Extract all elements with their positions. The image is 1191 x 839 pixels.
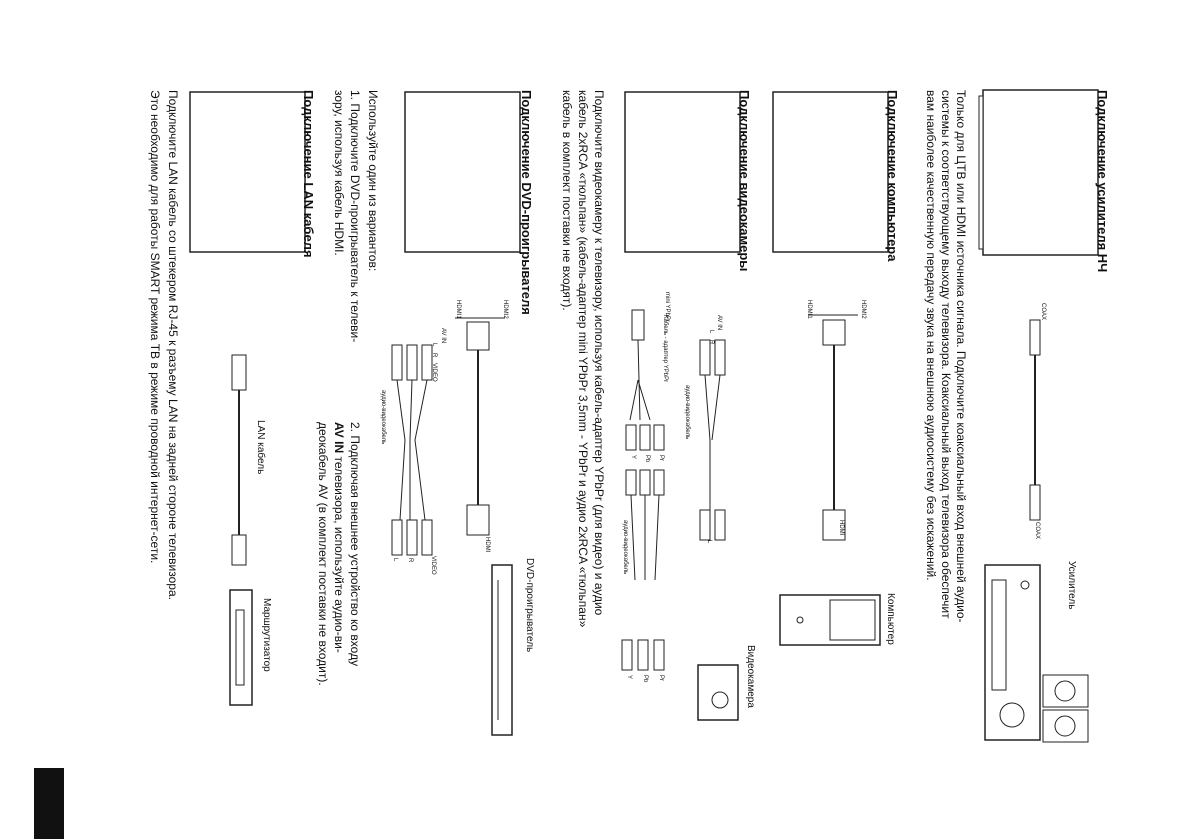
dvd-r-label: R bbox=[431, 353, 437, 358]
camera-r-label: R bbox=[708, 340, 714, 345]
camera-para-2: кабель 2xRCA «тюльпан» (кабель-адаптер mini YPbPr 3,5mm - YPbPr и аудио 2xRCA «тюльпан» bbox=[576, 90, 590, 628]
camera-pb2-label: Pb bbox=[642, 675, 648, 683]
lan-para-1: Подключите LAN кабель со штекером RJ-45 к разъему LAN на задней стороне телевизора. bbox=[166, 90, 180, 600]
dvd-intro: Используйте один из вариантов: bbox=[366, 90, 380, 272]
dvd-av-cable-label: аудио-видеокабель bbox=[380, 390, 386, 445]
amp-para-2: системы к соответствующему выходу телевизора. Коаксиальный выход телевизора обеспечит bbox=[939, 90, 953, 619]
dvd-title: Подключение DVD-проигрывателя bbox=[519, 90, 534, 315]
dvd-l-label: L bbox=[431, 343, 437, 347]
coax-cable bbox=[1030, 320, 1040, 520]
dvd-hdmi2-label: HDMI2 bbox=[502, 300, 508, 319]
camera-y2-label: Y bbox=[626, 675, 632, 680]
camera-title: Подключение видеокамеры bbox=[737, 90, 752, 272]
camera-pb-label: Pb bbox=[644, 455, 650, 463]
dvd-option1-line2: зору, используя кабель HDMI. bbox=[332, 90, 346, 256]
dvd-l-bottom-label: L bbox=[392, 558, 398, 562]
videocamera-device bbox=[698, 665, 738, 720]
dvd-av-cable bbox=[392, 345, 432, 555]
camera-av-cable-label-2: аудио-видеокабель bbox=[622, 520, 628, 575]
amp-title: Подключение усилителя НЧ bbox=[1095, 90, 1110, 273]
tv-panel-pc bbox=[773, 92, 888, 252]
tv-panel-dvd bbox=[405, 92, 520, 252]
dvd-hdmi-label: HDMI bbox=[484, 537, 490, 553]
router-label: Маршрутизатор bbox=[261, 598, 272, 672]
dvd-option1-line1: 1. Подключите DVD-проигрыватель к телеви- bbox=[348, 90, 362, 343]
ypbpr-adapter-label: Кабель - адаптер YPbPr bbox=[662, 315, 668, 383]
lan-title: Подключение LAN кабеля bbox=[301, 90, 316, 258]
camera-l-bottom-label: L bbox=[706, 540, 712, 544]
camera-pr2-label: Pr bbox=[658, 675, 664, 681]
amp-para-3: вам наиболее качественную передачу звука на внешнюю аудиосистему без искажений. bbox=[924, 90, 938, 581]
dvd-option2-line2-rest: телевизора, используйте аудио-ви- bbox=[332, 453, 346, 653]
dvd-av-in-label: AV IN bbox=[440, 328, 446, 344]
videocamera-label: Видеокамера bbox=[745, 645, 756, 708]
computer-label: Компьютер bbox=[885, 593, 896, 645]
amp-para-1: Только для ЦТВ или HDMI источника сигнала. Подключите коаксиальный вход внешней аудио- bbox=[954, 90, 968, 623]
router-device bbox=[230, 590, 252, 705]
dvd-r-bottom-label: R bbox=[407, 558, 413, 563]
coax-bottom-label: COAX bbox=[1034, 522, 1040, 540]
tv-panel-amp bbox=[979, 90, 1098, 255]
dvd-option2-line2 bbox=[331, 422, 346, 653]
tv-panel-camera bbox=[625, 92, 740, 252]
camera-y-label: Y bbox=[630, 455, 636, 460]
lan-para-2: Это необходимо для работы SMART режима ТВ в режиме проводной интернет-сети. bbox=[148, 90, 162, 564]
pc-hdmi1-label: HDMI1 bbox=[806, 300, 812, 319]
page-edge-tab bbox=[34, 768, 64, 839]
camera-av-cable-label-1: аудио-видеокабель bbox=[684, 385, 690, 440]
pc-hdmi-cable bbox=[808, 315, 858, 540]
camera-cables bbox=[622, 310, 725, 670]
pc-hdmi2-label: HDMI2 bbox=[860, 300, 866, 319]
pc-hdmi-label: HDMI bbox=[838, 520, 844, 536]
camera-av-in-label: AV IN bbox=[716, 315, 722, 331]
dvd-player-device bbox=[492, 565, 512, 735]
coax-top-label: COAX bbox=[1040, 303, 1046, 321]
mini-ypbpr-label: mini YPbPr bbox=[664, 292, 670, 322]
dvd-video-label: VIDEO bbox=[431, 363, 437, 382]
av-in-emphasis: AV IN bbox=[332, 422, 346, 454]
camera-para-3: кабель в комплект поставки не входят). bbox=[560, 90, 574, 311]
pc-title: Подключение компьютера bbox=[885, 90, 900, 262]
dvd-option2-line1: 2. Подключая внешнее устройство ко входу bbox=[348, 422, 362, 667]
camera-l-label: L bbox=[708, 330, 714, 334]
dvd-player-label: DVD-проигрыватель bbox=[524, 558, 535, 653]
camera-pr-label: Pr bbox=[658, 455, 664, 461]
lan-cable-label: LAN кабель bbox=[255, 420, 266, 475]
tv-panel-lan bbox=[190, 92, 305, 252]
dvd-hdmi1-label: HDMI1 bbox=[455, 300, 461, 319]
dvd-hdmi-cable bbox=[455, 318, 505, 535]
computer-device bbox=[780, 595, 880, 645]
lan-cable bbox=[232, 355, 246, 565]
camera-para-1: Подключите видеокамеру к телевизору, используя кабель-адаптер YPbPr (для видео) и аудио bbox=[592, 90, 606, 616]
dvd-video-bottom-label: VIDEO bbox=[430, 556, 436, 575]
amplifier-label: Усилитель bbox=[1066, 561, 1077, 610]
dvd-option2-line3: деокабель AV (в комплект поставки не входит). bbox=[316, 422, 330, 686]
